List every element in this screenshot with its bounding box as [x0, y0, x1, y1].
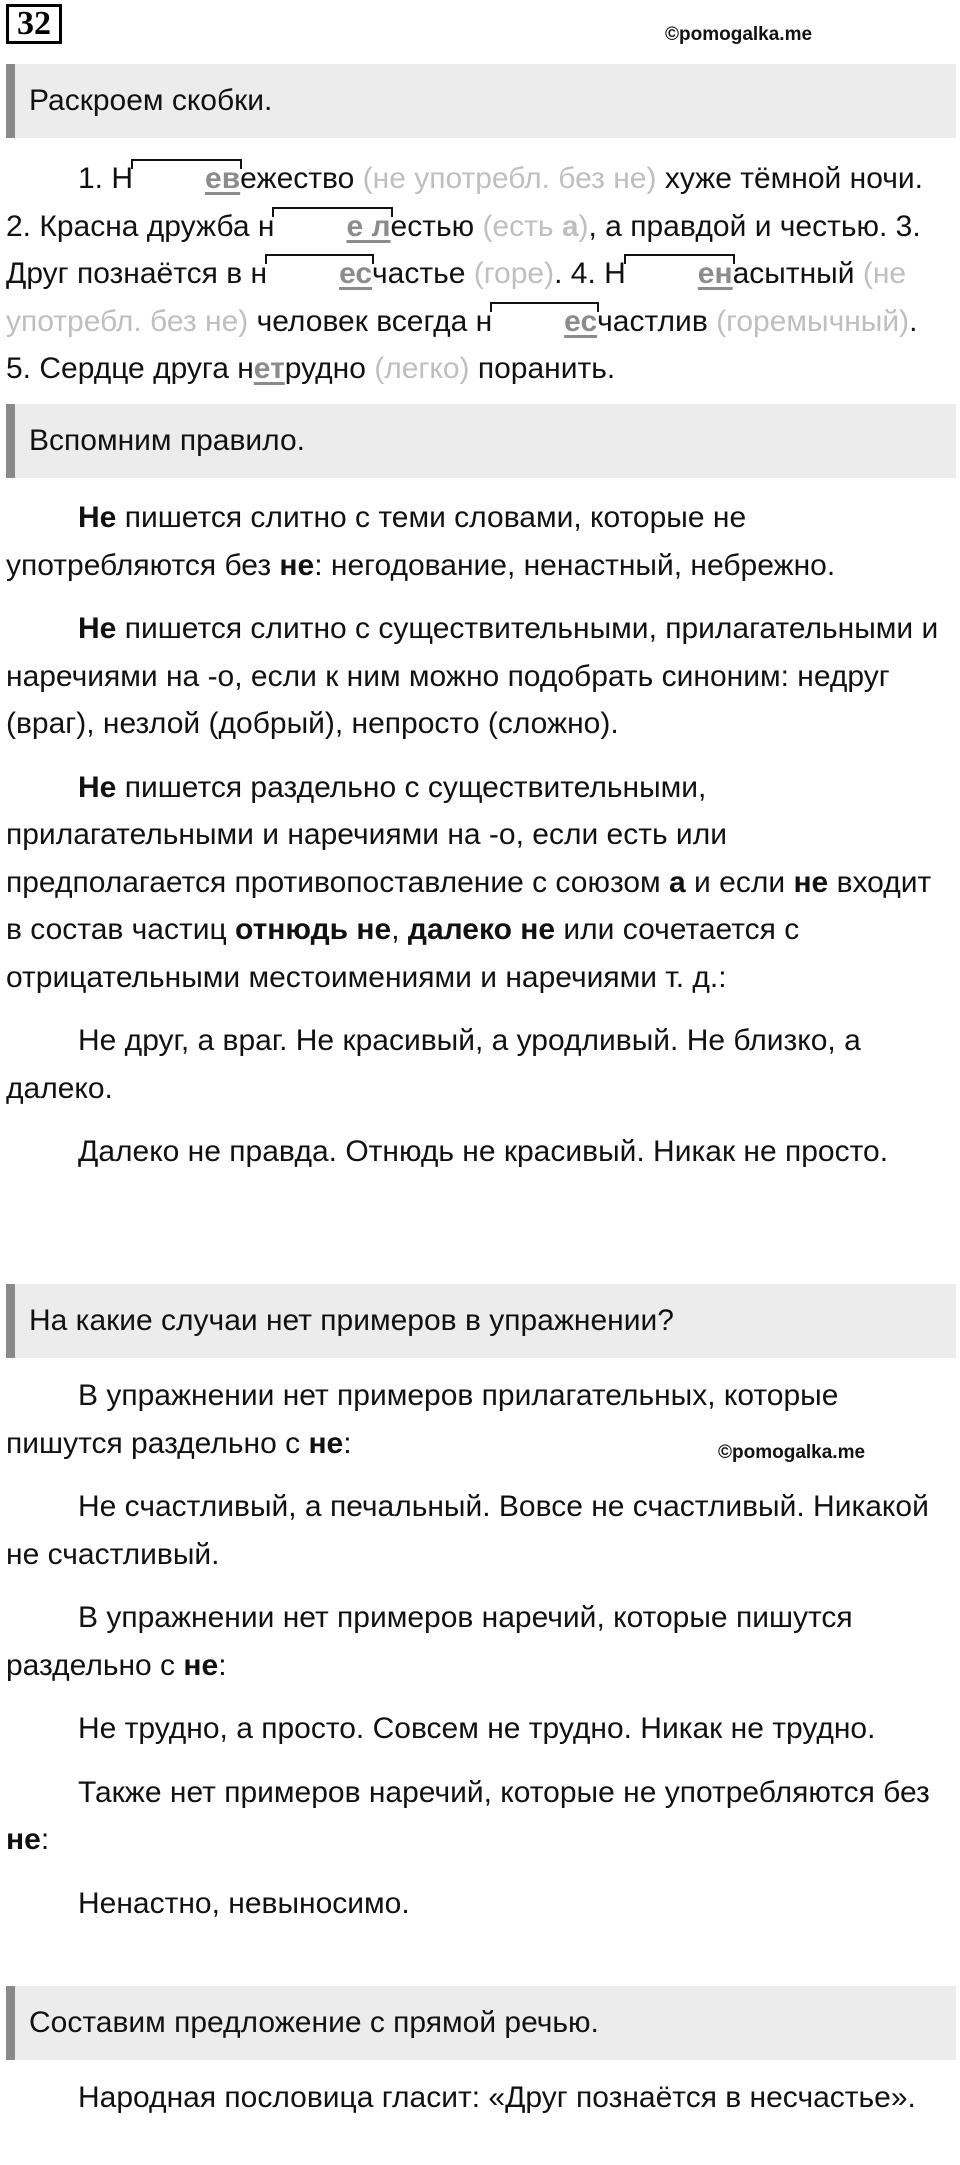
- watermark-top: ©pomogalka.me: [665, 24, 813, 45]
- missing-example-3: Ненастно, невыносимо.: [78, 1886, 410, 1920]
- morpheme-highlight: ес: [564, 304, 598, 338]
- morpheme-highlight: ес: [339, 257, 373, 290]
- speech-block: [6, 2074, 950, 2122]
- missing-paragraph-2: В упражнении нет примеров наречий, которые пишутся раздельно с не:: [6, 1601, 853, 1682]
- exercise-paragraph: 1. Н евежество (не употребл. без не) хуже тёмной ночи. 2. Красна дружба н е лестью (есть а), а правдой и честью. 3. Друг познаётся в н есчастье (горе). 4. Н енасытный (не употребл. без не) человек всегда н есчастлив (горемычный). 5. Сердце друга нетрудно (легко) поранить.: [6, 155, 950, 393]
- note: (не употребл. без не): [362, 162, 657, 195]
- note: (есть а): [482, 209, 589, 243]
- note: (не употребл. без не): [6, 257, 907, 338]
- header-text: Вспомним правило.: [29, 424, 306, 457]
- section-header-rule: [6, 404, 956, 478]
- note: (горемычный): [716, 304, 910, 338]
- header-text: На какие случаи нет примеров в упражнении?: [29, 1304, 674, 1337]
- missing-paragraph-3: Также нет примеров наречий, которые не употребляются без не:: [6, 1775, 930, 1856]
- watermark-middle: ©pomogalka.me: [718, 1442, 866, 1463]
- note: (горе): [473, 257, 555, 290]
- rule-paragraph-3: Не пишется раздельно с существительными, прилагательными и наречиями на -о, если есть или предполагается противопоставление с союзом а и если не входит в состав частиц отнюдь не, далеко не или сочетается с отрицательными местоимениями и наречиями т. д.:: [6, 770, 932, 994]
- missing-paragraph-1: В упражнении нет примеров прилагательных, которые пишутся раздельно с не:: [6, 1379, 839, 1460]
- section-header-missing: [6, 1284, 956, 1358]
- rule-paragraph-2: Не пишется слитно с существительными, прилагательными и наречиями на -о, если к ним можно подобрать синоним: недруг (враг), незлой (добрый), непросто (сложно).: [6, 612, 939, 740]
- morpheme-highlight: ен: [697, 257, 733, 290]
- rule-example-1: Не друг, а враг. Не красивый, а уродливый. Не близко, а далеко.: [6, 1024, 861, 1105]
- missing-example-1: Не счастливый, а печальный. Вовсе не счастливый. Никакой не счастливый.: [6, 1490, 929, 1571]
- exercise-text: [6, 155, 950, 393]
- header-text: Раскроем скобки.: [29, 84, 273, 117]
- note: (легко): [374, 352, 470, 385]
- rule-block: [6, 494, 950, 1176]
- morpheme-highlight: ет: [253, 352, 285, 385]
- rule-paragraph-1: Не пишется слитно с теми словами, которые не употребляются без не: негодование, ненастный, небрежно.: [6, 501, 836, 582]
- section-header-speech: [6, 1986, 956, 2060]
- missing-example-2: Не трудно, а просто. Совсем не трудно. Никак не трудно.: [78, 1712, 876, 1745]
- morpheme-highlight: е л: [346, 209, 391, 243]
- section-header-brackets: [6, 64, 956, 138]
- morpheme-highlight: ев: [205, 162, 241, 195]
- speech-paragraph: Народная пословица гласит: «Друг познаётся в несчастье».: [78, 2081, 916, 2114]
- rule-example-2: Далеко не правда. Отнюдь не красивый. Никак не просто.: [78, 1135, 889, 1168]
- task-number: 32: [6, 4, 62, 44]
- header-text: Составим предложение с прямой речью.: [29, 2006, 599, 2039]
